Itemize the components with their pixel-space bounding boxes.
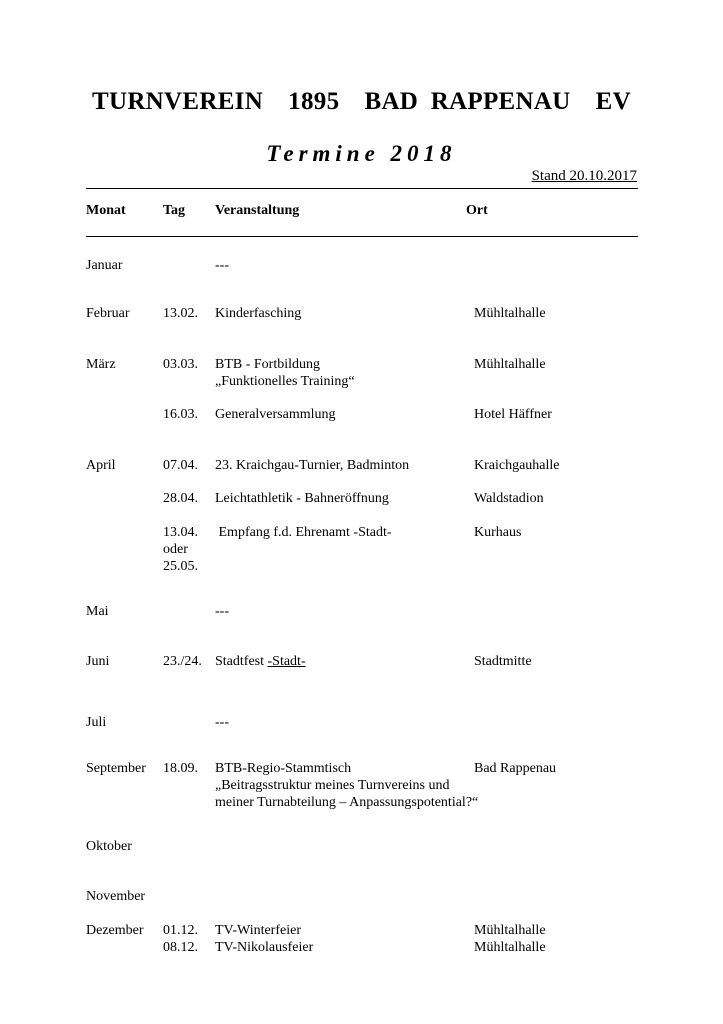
row-month: Mai	[86, 604, 109, 619]
row-location: Stadtmitte	[474, 654, 532, 669]
row-month: Januar	[86, 258, 123, 273]
row-day: 13.04.	[163, 525, 198, 540]
row-event	[215, 653, 306, 670]
row-location: Waldstadion	[474, 491, 544, 506]
row-event-detail: „Funktionelles Training“	[215, 374, 355, 389]
row-location: Kurhaus	[474, 525, 522, 540]
column-header-monat: Monat	[86, 203, 126, 218]
column-header-ort: Ort	[466, 203, 488, 218]
row-month: November	[86, 889, 146, 904]
row-event: TV-Winterfeier	[215, 923, 301, 938]
stand-date: Stand 20.10.2017	[531, 168, 637, 184]
row-event: BTB-Regio-Stammtisch	[215, 761, 352, 776]
row-event-detail: „Beitragsstruktur meines Turnvereins und	[215, 778, 450, 793]
row-day: 23./24.	[163, 654, 202, 669]
row-event: Empfang f.d. Ehrenamt -Stadt-	[215, 525, 392, 540]
row-event: Leichtathletik - Bahneröffnung	[215, 491, 389, 506]
row-month: April	[86, 458, 116, 473]
row-month: Juli	[86, 715, 107, 730]
row-location: Kraichgauhalle	[474, 458, 560, 473]
row-month: Oktober	[86, 839, 132, 854]
row-day: 07.04.	[163, 458, 198, 473]
row-month: Februar	[86, 306, 130, 321]
row-day: 28.04.	[163, 491, 198, 506]
row-month: Dezember	[86, 923, 144, 938]
club-title: TURNVEREIN 1895 BAD RAPPENAU EV	[91, 88, 632, 115]
row-event-detail: meiner Turnabteilung – Anpassungspotential?“	[215, 795, 479, 810]
row-location: Bad Rappenau	[474, 761, 557, 776]
row-day: 03.03.	[163, 357, 198, 372]
column-header-veranstaltung: Veranstaltung	[215, 203, 300, 218]
row-event: ---	[215, 604, 229, 619]
row-location: Mühltalhalle	[474, 357, 546, 372]
row-event: Generalversammlung	[215, 407, 336, 422]
row-day-alt: 25.05.	[163, 559, 198, 574]
row-month: Juni	[86, 654, 110, 669]
page-subtitle: Termine 2018	[266, 141, 457, 166]
row-location: Hotel Häffner	[474, 407, 552, 422]
row-event: TV-Nikolausfeier	[215, 940, 314, 955]
top-rule	[86, 188, 638, 189]
row-day: 16.03.	[163, 407, 198, 422]
row-event-organizer: -Stadt-	[267, 654, 306, 669]
row-month: September	[86, 761, 146, 776]
row-day: 18.09.	[163, 761, 198, 776]
row-location: Mühltalhalle	[474, 940, 546, 955]
row-day: 01.12.	[163, 923, 198, 938]
row-day: 13.02.	[163, 306, 198, 321]
row-day-alt: oder	[163, 542, 188, 557]
row-day: 08.12.	[163, 940, 198, 955]
row-event: ---	[215, 258, 229, 273]
row-location: Mühltalhalle	[474, 923, 546, 938]
header-rule	[86, 236, 638, 237]
row-event: ---	[215, 715, 229, 730]
row-month: März	[86, 357, 116, 372]
column-header-tag: Tag	[163, 203, 186, 218]
row-event: Kinderfasching	[215, 306, 302, 321]
row-event: BTB - Fortbildung	[215, 357, 321, 372]
row-location: Mühltalhalle	[474, 306, 546, 321]
row-event: 23. Kraichgau-Turnier, Badminton	[215, 458, 410, 473]
row-event-text: Stadtfest	[215, 654, 268, 669]
